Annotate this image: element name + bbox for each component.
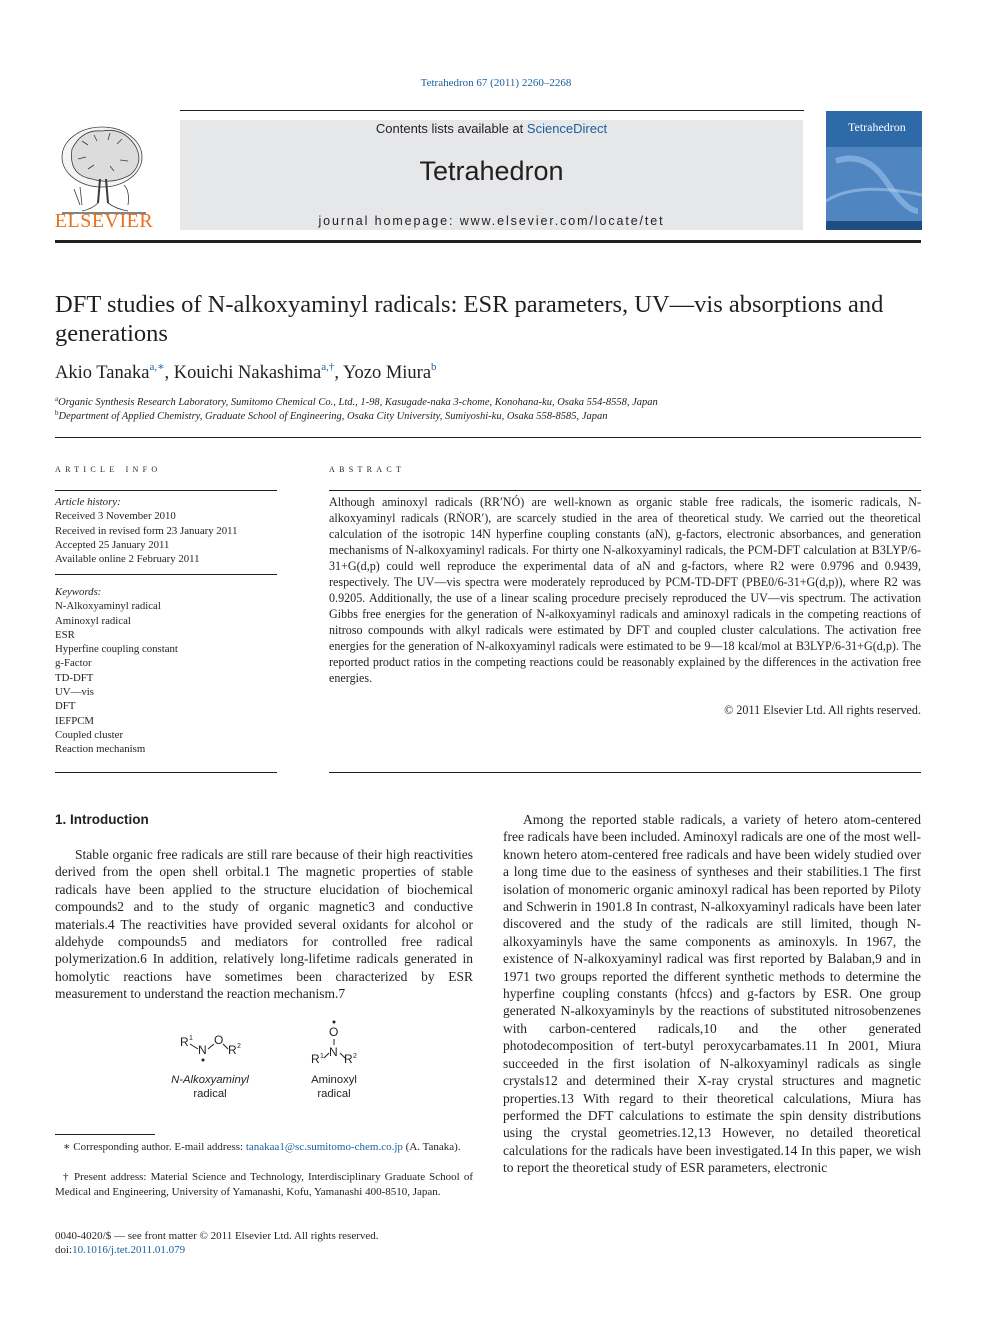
article-title: DFT studies of N-alkoxyaminyl radicals: ESR parameters, UV—vis absorptions and generations	[55, 291, 884, 347]
affiliation-mark: a	[55, 395, 59, 403]
intro-paragraph-2: Among the reported stable radicals, a variety of hetero atom-centered free radicals have been included. Aminoxyl radicals are one of the most well-known hetero atom-centered free radicals and have been widely studied over a long time due to the easiness of syntheses and their stabilities.1 The first isolation of monomeric organic aminoxyl radical has been reported by Piloty and Schwerin in 1901.8 In contrast, N-alkoxyaminyl radicals have been later discovered and the study of the radicals are still limited, though N-alkoxyaminyls have the same components as aminoxyls. In 1967, the existence of N-alkoxyaminyl radical was first reported by Balaban,9 and in 1971 two groups reported the different synthetic methods to determine the hyperfine coupling constants (hfccs) and g-factors by ESR. One group generated N-alkoxyaminyls by the reactions of substituted nitrosobenzenes with carbon-centered radicals,10 and the other generated photodecomposition of tert-butyl peroxycarbamates.11 In 2001, Miura succeeded in the first isolation of N-alkoxyaminyl radicals as single crystals12 and determined their X-ray crystal structures and magnetic properties.13 With regard to their theoretical calculations, Miura has performed the DFT calculations to estimate the spin density distributions using the crystal geometries.12,13 However, no detailed theoretical calculations for the radicals have been investigated.14 In this paper, we wish to report the theoretical study of ESR parameters, electronic	[503, 812, 921, 1176]
abstract-rule	[329, 490, 921, 491]
structure-label-alkoxyaminyl	[160, 1074, 260, 1101]
author-marks[interactable]: b	[431, 361, 437, 373]
author-separator: ,	[334, 363, 343, 383]
corresponding-email-link[interactable]: tanakaa1@sc.sumitomo-chem.co.jp	[245, 1141, 403, 1153]
structure-label-line: N-Alkoxyaminyl	[171, 1074, 249, 1086]
keyword: TD-DFT	[55, 671, 94, 684]
keyword: Hyperfine coupling constant	[55, 643, 178, 656]
footnote-corresponding-suffix: (A. Tanaka).	[405, 1141, 461, 1153]
abstract-heading: abstract	[329, 463, 406, 475]
journal-citation-link[interactable]: Tetrahedron 67 (2011) 2260–2268	[420, 77, 572, 89]
keyword: Coupled cluster	[55, 728, 124, 741]
history-item: Available online 2 February 2011	[55, 553, 200, 566]
author-name[interactable]: Akio Tanaka	[55, 363, 150, 383]
history-item: Received 3 November 2010	[55, 510, 176, 523]
author-name[interactable]: Kouichi Nakashima	[173, 363, 322, 383]
elsevier-wordmark: ELSEVIER	[54, 210, 154, 232]
abstract-text: Although aminoxyl radicals (RR′NÓ) are well-known as organic stable free radicals, the isomeric radicals, N-alkoxyaminyl radicals (RṄOR′), are scarcely studied in the area of theoretical study. We carried out the theoretical calculation of the isotropic 14N hyperfine coupling constants (aN), g-factors, electronic absorbances, and generation mechanisms of N-alkoxyaminyl radicals. For thirty one N-alkoxyaminyl radicals, the PCM-DFT calculation at B3LYP/6-31+G(d,p) could well reproduce the experimental data of aN and g-factors, where R2 were 0.9796 and 0.9439, respectively. The UV—vis spectra were moderately reproduced by PCM-TD-DFT (PBE0/6-31+G(d,p)), where R2 was 0.9205. Additionally, the use of a linear scaling procedure precisely reproduced the UV—vis spectrum. The activation Gibbs free energies for the generation of N-alkoxyaminyl radicals and aminoxyl radicals in the competing reactions of nitroso compounds with alkyl radicals were estimated by DFT and coupled cluster calculations. The activation free energies for the generation of N-alkoxyaminyl radicals were estimated to be 9—18 kcal/mol at B3LYP/6-31+G(d,p). The reported product ratios in the competing reactions could be reasonably explained by the differences in the activation free energies.	[329, 495, 921, 685]
history-rule	[55, 574, 277, 575]
author-list	[55, 360, 437, 384]
affiliation-text: Department of Applied Chemistry, Graduate School of Engineering, Osaka City University, Sumiyoshi-ku, Osaka 558-8585, Japan	[58, 411, 608, 422]
footnote-corresponding-prefix: ∗ Corresponding author. E-mail address:	[63, 1141, 246, 1153]
atom-r2-index: 2	[353, 1053, 357, 1060]
atom-r2: R	[344, 1052, 353, 1066]
journal-homepage[interactable]: journal homepage: www.elsevier.com/locate/tet	[318, 214, 665, 228]
affiliation-b	[55, 409, 607, 422]
journal-cover-image[interactable]	[826, 111, 922, 230]
abstract-copyright: © 2011 Elsevier Ltd. All rights reserved.	[724, 703, 921, 717]
structure-label-aminoxyl	[294, 1074, 374, 1101]
atom-r1-index: 1	[189, 1035, 193, 1042]
atom-r1-index: 1	[320, 1053, 324, 1060]
atom-n: N	[198, 1043, 207, 1057]
author-name[interactable]: Yozo Miura	[342, 363, 432, 383]
cover-title: Tetrahedron	[848, 120, 906, 134]
intro-paragraph-1: Stable organic free radicals are still rare because of their high reactivities derived from the open shell orbital.1 The magnetic properties of stable radicals have been applied to the structure elucidation of biochemical compounds2 and to the study of organic magnetic3 and conductive materials.4 The reactivities have provided several oxidants for alcohol or aldehyde compounds5 and mediators for controlled free radical polymerization.6 In addition, relatively long-lifetime radicals generated in homolytic reactions have sometimes been characterized by ESR measurement to understand the reaction mechanism.7	[55, 847, 473, 1002]
issn-line: 0040-4020/$ — see front matter © 2011 Elsevier Ltd. All rights reserved.	[55, 1230, 379, 1242]
atom-r1: R	[180, 1035, 189, 1049]
atom-o: O	[214, 1033, 224, 1047]
author-marks[interactable]: a,†	[321, 361, 335, 373]
author-separator: ,	[164, 363, 174, 383]
affiliation-text: Organic Synthesis Research Laboratory, Sumitomo Chemical Co., Ltd., 1-98, Kasugade-naka 3-chome, Konohana-ku, Osaka 554-8558, Japan	[58, 397, 658, 408]
structure-label-line: Aminoxyl	[311, 1074, 357, 1086]
keyword: IEFPCM	[55, 714, 95, 727]
doi-prefix: doi:	[55, 1244, 73, 1256]
contents-prefix: Contents lists available at	[375, 121, 527, 136]
atom-r2-index: 2	[237, 1043, 241, 1050]
abstract-bottom-rule	[329, 772, 921, 773]
footnote-present-address: † Present address: Material Science and Technology, Interdisciplinary Graduate School of Medical and Engineering, University of Yamanashi, Kofu, Yamanashi 400-8510, Japan.	[55, 1171, 473, 1198]
affiliation-mark: b	[55, 409, 59, 417]
history-item: Accepted 25 January 2011	[55, 538, 170, 551]
radical-dot	[202, 1059, 205, 1062]
doi-line	[55, 1243, 185, 1258]
article-history	[55, 495, 277, 566]
article-info-rule	[55, 490, 277, 491]
history-item: Received in revised form 23 January 2011	[55, 524, 238, 537]
atom-r2: R	[228, 1043, 237, 1057]
footnote-corresponding	[55, 1140, 473, 1155]
keyword: Aminoxyl radical	[55, 614, 131, 627]
journal-title: Tetrahedron	[419, 156, 564, 186]
article-info-bottom-rule	[55, 772, 277, 773]
doi-link[interactable]: 10.1016/j.tet.2011.01.079	[72, 1244, 186, 1256]
header-rule	[180, 110, 804, 111]
keyword: g-Factor	[55, 657, 92, 670]
footnote-rule	[55, 1134, 155, 1135]
structure-label-line: radical	[317, 1087, 351, 1100]
affiliation-a	[55, 395, 658, 408]
section-heading-introduction: 1. Introduction	[55, 812, 149, 827]
keyword: Reaction mechanism	[55, 743, 146, 756]
keyword: DFT	[55, 700, 76, 713]
bond	[190, 1044, 198, 1049]
atom-r1: R	[311, 1052, 320, 1066]
author-marks[interactable]: a,∗	[149, 361, 165, 373]
keyword: ESR	[55, 628, 75, 641]
sciencedirect-link[interactable]: ScienceDirect	[526, 121, 608, 136]
keyword: N-Alkoxyaminyl radical	[55, 600, 161, 613]
header-thick-rule	[55, 240, 921, 243]
keywords-label: Keywords:	[55, 586, 102, 598]
structure-label-line: radical	[193, 1087, 227, 1100]
title-rule	[55, 437, 921, 438]
radical-structures-diagram	[160, 1016, 420, 1076]
atom-o: O	[329, 1025, 339, 1039]
history-label: Article history:	[55, 496, 121, 508]
radical-dot	[333, 1021, 336, 1024]
keywords	[55, 585, 277, 757]
atom-n: N	[329, 1045, 338, 1059]
contents-line	[180, 121, 803, 136]
article-info-heading: article info	[55, 463, 162, 475]
keyword: UV—vis	[55, 686, 94, 699]
